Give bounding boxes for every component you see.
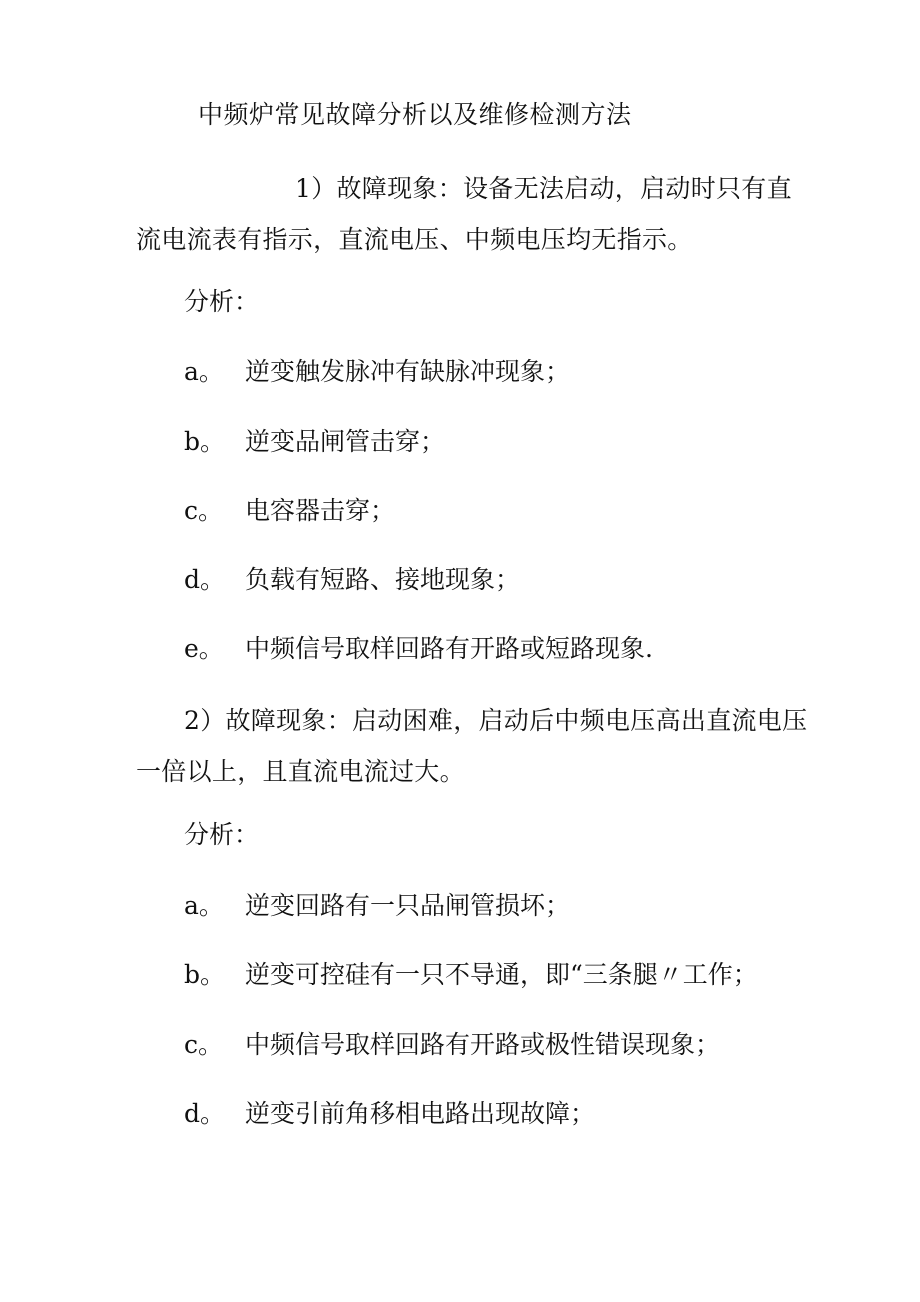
item-marker: a。 (184, 357, 224, 386)
fault-2-line-2: 一倍以上，且直流电流过大。 (136, 757, 465, 786)
fault-1-line-1: 1）故障现象：设备无法启动，启动时只有直 (295, 174, 792, 203)
item-marker: d。 (184, 1099, 226, 1128)
item-text: 逆变可控硅有一只不导通，即“三条腿〃工作； (245, 960, 758, 989)
fault-1-line-2: 流电流表有指示，直流电压、中频电压均无指示。 (136, 225, 693, 254)
item-text: 逆变引前角移相电路出现故障； (245, 1099, 596, 1128)
document-title: 中频炉常见故障分析以及维修检测方法 (198, 100, 632, 129)
item-marker: b。 (184, 960, 226, 989)
fault-2-line-1: 2）故障现象：启动困难，启动后中频电压高出直流电压 (184, 706, 808, 735)
item-marker: d。 (184, 565, 226, 594)
item-marker: a。 (184, 891, 224, 920)
item-marker: c。 (184, 496, 224, 525)
item-text: 电容器击穿； (245, 496, 396, 525)
fault-1-analysis-label: 分析： (184, 287, 260, 316)
item-text: 逆变回路有一只品闸管损坏； (245, 891, 571, 920)
item-text: 中频信号取样回路有开路或极性错误现象； (245, 1030, 721, 1059)
item-marker: b。 (184, 427, 226, 456)
item-marker: e。 (184, 634, 224, 663)
item-text: 中频信号取样回路有开路或短路现象. (245, 634, 653, 663)
fault-2-description (136, 695, 808, 797)
fault-1-description (136, 163, 796, 265)
item-text: 负载有短路、接地现象； (245, 565, 521, 594)
item-marker: c。 (184, 1030, 224, 1059)
item-text: 逆变触发脉冲有缺脉冲现象； (245, 357, 571, 386)
fault-2-analysis-label: 分析： (184, 820, 260, 849)
item-text: 逆变品闸管击穿； (245, 427, 446, 456)
